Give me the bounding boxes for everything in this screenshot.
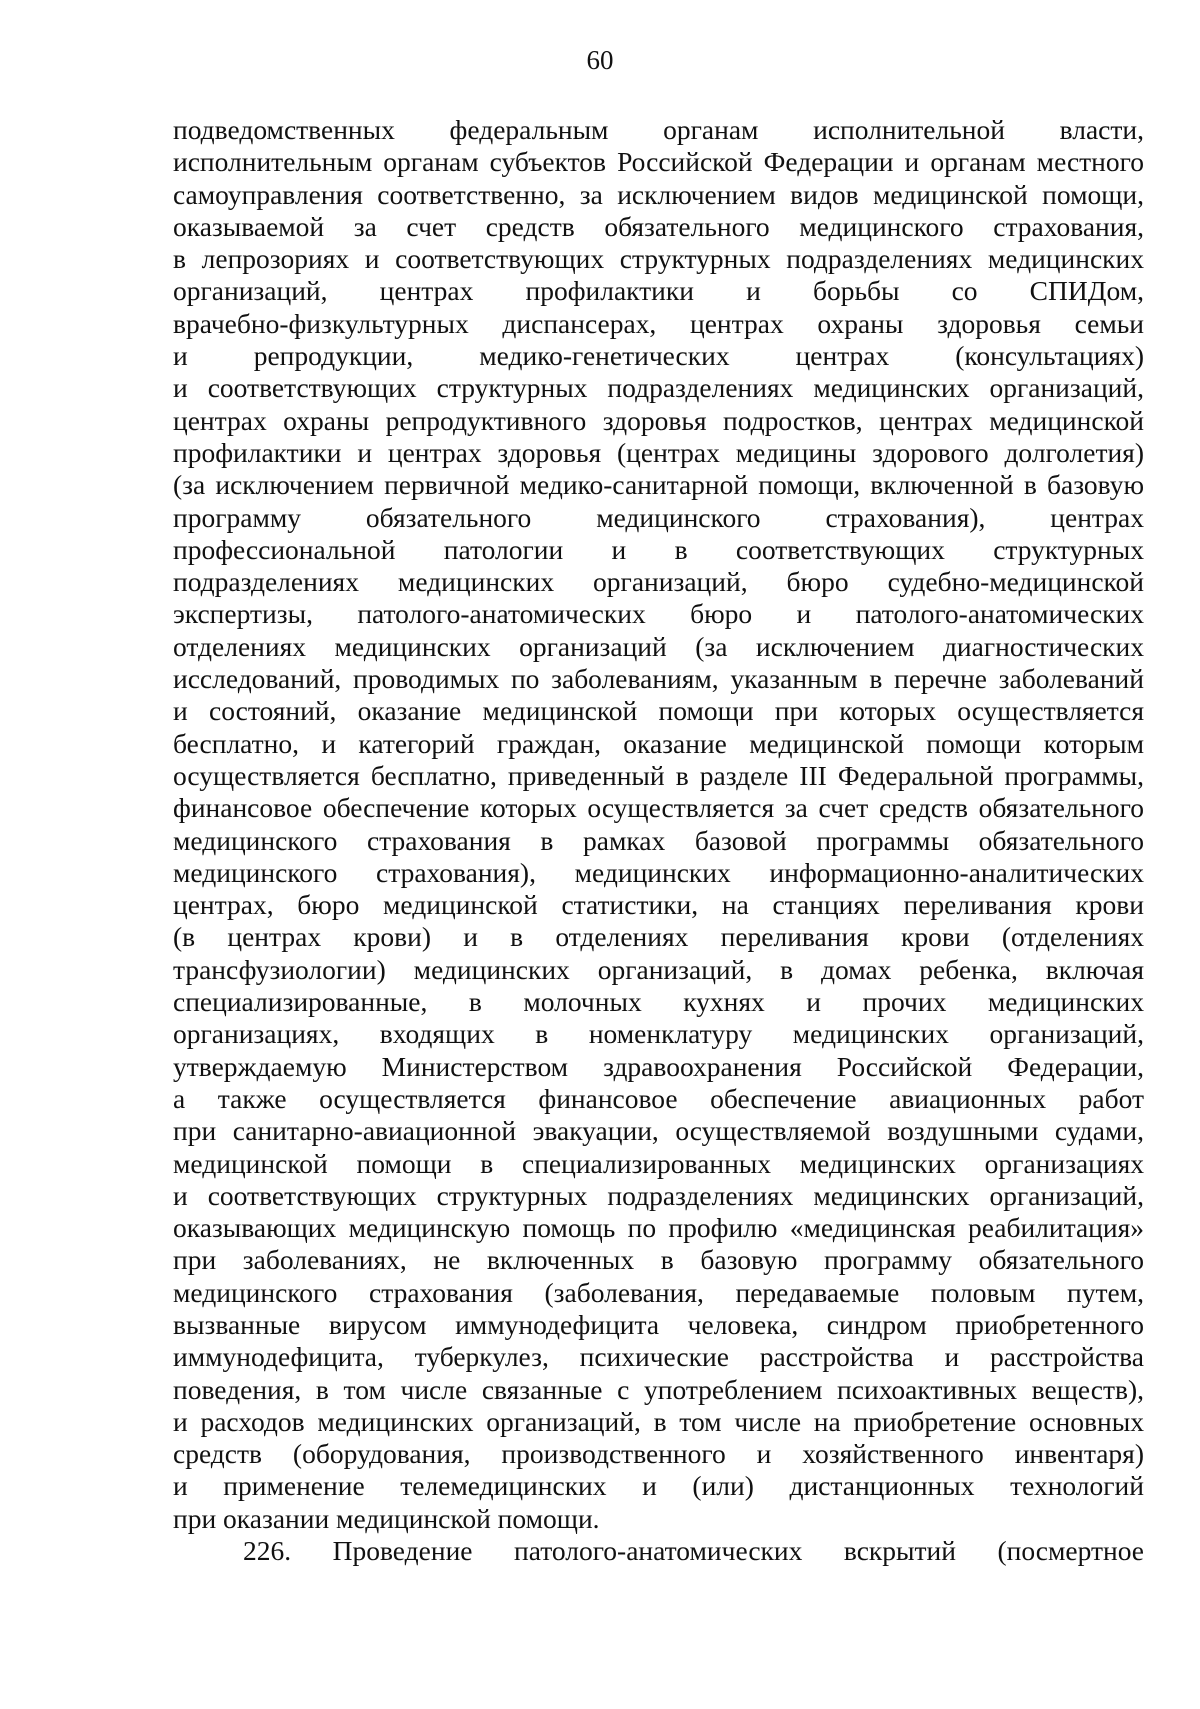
text-line: при заболеваниях, не включенных в базовую программу обязательного (173, 1244, 1144, 1276)
text-line: центрах охраны репродуктивного здоровья подростков, центрах медицинской (173, 404, 1144, 436)
text-line: (в центрах крови) и в отделениях переливания крови (отделениях (173, 921, 1144, 953)
text-line: подразделениях медицинских организаций, бюро судебно-медицинской (173, 566, 1144, 598)
text-line: и репродукции, медико-генетических центрах (консультациях) (173, 340, 1144, 372)
text-line: исследований, проводимых по заболеваниям, указанным в перечне заболеваний (173, 663, 1144, 695)
text-line: центрах, бюро медицинской статистики, на станциях переливания крови (173, 889, 1144, 921)
text-line: иммунодефицита, туберкулез, психические расстройства и расстройства (173, 1341, 1144, 1373)
text-line: бесплатно, и категорий граждан, оказание медицинской помощи которым (173, 727, 1144, 759)
text-line: вызванные вирусом иммунодефицита человека, синдром приобретенного (173, 1308, 1144, 1340)
text-line: и соответствующих структурных подразделениях медицинских организаций, (173, 1179, 1144, 1211)
text-line: профилактики и центрах здоровья (центрах медицины здорового долголетия) (173, 436, 1144, 468)
text-line: организаций, центрах профилактики и борьбы со СПИДом, (173, 275, 1144, 307)
text-line: подведомственных федеральным органам исполнительной власти, (173, 114, 1144, 145)
text-line: средств (оборудования, производственного и хозяйственного инвентаря) (173, 1438, 1144, 1470)
text-line: отделениях медицинских организаций (за исключением диагностических (173, 630, 1144, 662)
text-line: при оказании медицинской помощи. (173, 1502, 600, 1534)
text-line: экспертизы, патолого-анатомических бюро и патолого-анатомических (173, 598, 1144, 630)
text-line: 226. Проведение патолого-анатомических вскрытий (посмертное (243, 1535, 1144, 1567)
text-line: и применение телемедицинских и (или) дистанционных технологий (173, 1470, 1144, 1502)
text-line: и состояний, оказание медицинской помощи при которых осуществляется (173, 695, 1144, 727)
text-line: медицинского страхования (заболевания, передаваемые половым путем, (173, 1276, 1144, 1308)
text-line: оказывающих медицинскую помощь по профилю «медицинская реабилитация» (173, 1212, 1144, 1244)
text-line: финансовое обеспечение которых осуществляется за счет средств обязательного (173, 792, 1144, 824)
text-line: и расходов медицинских организаций, в том числе на приобретение основных (173, 1405, 1144, 1437)
body-text (173, 114, 1144, 1567)
text-line: самоуправления соответственно, за исключением видов медицинской помощи, (173, 178, 1144, 210)
text-line: организациях, входящих в номенклатуру медицинских организаций, (173, 1018, 1144, 1050)
text-line: в лепрозориях и соответствующих структурных подразделениях медицинских (173, 243, 1144, 275)
text-line: и соответствующих структурных подразделениях медицинских организаций, (173, 372, 1144, 404)
page-number: 60 (586, 45, 614, 75)
text-line: специализированные, в молочных кухнях и прочих медицинских (173, 986, 1144, 1018)
text-line: врачебно-физкультурных диспансерах, центрах охраны здоровья семьи (173, 307, 1144, 339)
text-line: поведения, в том числе связанные с употреблением психоактивных веществ), (173, 1373, 1144, 1405)
text-line: исполнительным органам субъектов Российской Федерации и органам местного (173, 146, 1144, 178)
text-line: утверждаемую Министерством здравоохранения Российской Федерации, (173, 1050, 1144, 1082)
text-line: профессиональной патологии и в соответствующих структурных (173, 533, 1144, 565)
text-line: медицинской помощи в специализированных медицинских организациях (173, 1147, 1144, 1179)
text-line: программу обязательного медицинского страхования), центрах (173, 501, 1144, 533)
text-line: (за исключением первичной медико-санитарной помощи, включенной в базовую (173, 469, 1144, 501)
text-line: трансфузиологии) медицинских организаций, в домах ребенка, включая (173, 953, 1144, 985)
text-line: оказываемой за счет средств обязательного медицинского страхования, (173, 210, 1144, 242)
text-line: а также осуществляется финансовое обеспечение авиационных работ (173, 1082, 1144, 1114)
text-line: осуществляется бесплатно, приведенный в разделе III Федеральной программы, (173, 759, 1144, 791)
text-line: при санитарно-авиационной эвакуации, осуществляемой воздушными судами, (173, 1115, 1144, 1147)
text-line: медицинского страхования), медицинских информационно-аналитических (173, 856, 1144, 888)
text-line: медицинского страхования в рамках базовой программы обязательного (173, 824, 1144, 856)
